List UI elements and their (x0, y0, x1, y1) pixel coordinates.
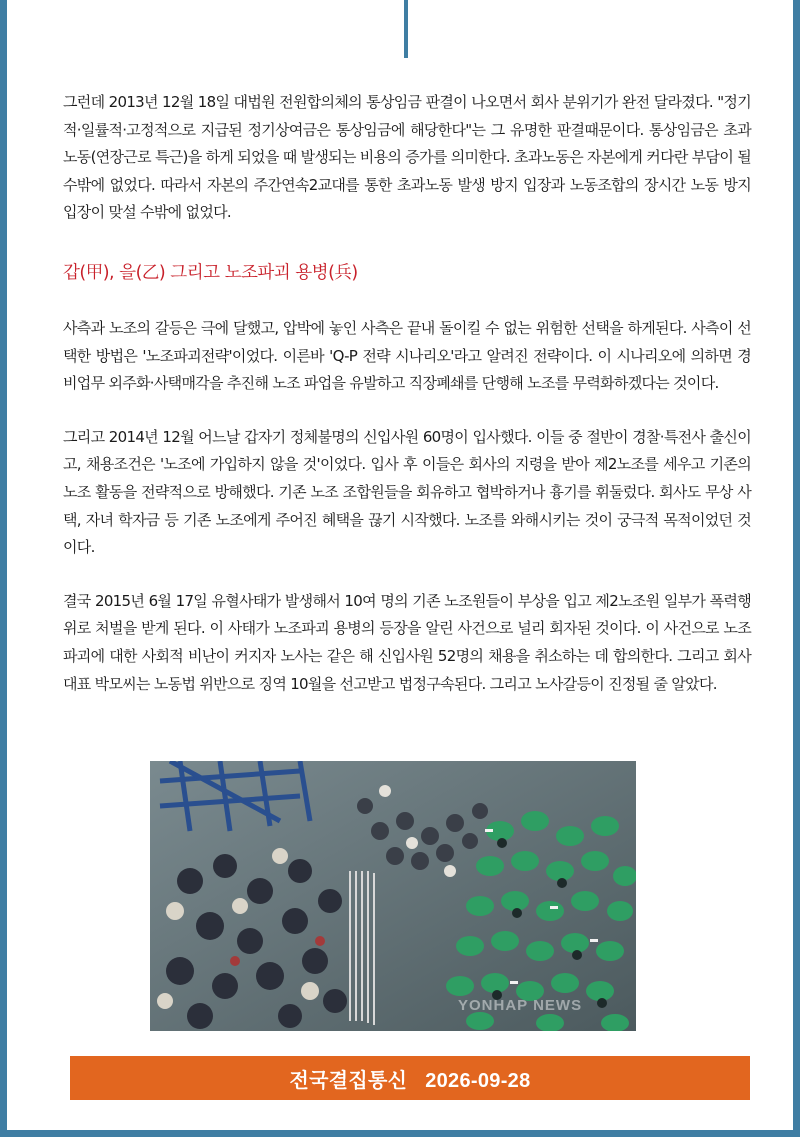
paragraph-new-hires: 그리고 2014년 12월 어느날 갑자기 정체불명의 신입사원 60명이 입사했다. 이들 중 절반이 경찰·특전사 출신이고, 채용조건은 '노조에 가입하지 않을 것'이었다. 입사 후 이들은 회사의 지령을 받아 제2노조를 세우고 기존의 노조 활동을 전략적으로 방해했다. 기존 노조 조합원들을 회유하고 협박하거나 흉기를 휘둘렀다. 회사도 무상 사택, 자녀 학자금 등 기존 노조에게 주어진 혜택을 끊기 시작했다. 노조를 와해시키는 것이 궁극적 목적이었던 것이다. (63, 427, 751, 557)
top-divider-line (404, 0, 408, 58)
publication-date: 2026-09-28 (425, 1069, 531, 1092)
article-body (63, 89, 751, 698)
publication-name: 전국결집통신 (289, 1069, 408, 1092)
paragraph-wage-ruling: 그런데 2013년 12월 18일 대법원 전원합의체의 통상임금 판결이 나오면서 회사 분위기가 완전 달라졌다. "정기적·일률적·고정적으로 지급된 정기상여금은 통상임금에 해당한다"는 그 유명한 판결때문이다. 통상임금은 초과노동(연장근로 특근)을 하게 되었을 때 발생되는 비용의 증가를 의미한다. 초과노동은 자본에게 커다란 부담이 될 수밖에 없었다. 따라서 자본의 주간연속2교대를 통한 초과노동 발생 방지 입장과 노동조합의 장시간 노동 방지 입장이 맞설 수밖에 없었다. (63, 93, 751, 222)
section-heading: 갑(甲), 을(乙) 그리고 노조파괴 용병(兵) (63, 262, 358, 283)
footer-text (289, 1064, 530, 1093)
news-photo (150, 761, 636, 1031)
footer-bar (70, 1056, 750, 1100)
paragraph-violent-incident: 결국 2015년 6월 17일 유혈사태가 발생해서 10여 명의 기존 노조원들이 부상을 입고 제2노조원 일부가 폭력행위로 처벌을 받게 된다. 이 사태가 노조파괴 용병의 등장을 알린 사건으로 널리 회자된 것이다. 이 사건으로 노조파괴에 대한 사회적 비난이 커지자 노사는 같은 해 신입사원 52명의 채용을 취소하는 데 합의한다. 그리고 회사 대표 박모씨는 노동법 위반으로 징역 10월을 선고받고 법정구속된다. 그리고 노사갈등이 진정될 줄 알았다. (63, 591, 751, 693)
paragraph-union-busting-strategy: 사측과 노조의 갈등은 극에 달했고, 압박에 놓인 사측은 끝내 돌이킬 수 없는 위험한 선택을 하게된다. 사측이 선택한 방법은 '노조파괴전략'이었다. 이른바 'Q-P 전략 시나리오'라고 알려진 전략이다. 이 시나리오에 의하면 경비업무 외주화·사택매각을 추진해 노조 파업을 유발하고 직장폐쇄를 단행해 노조를 무력화하겠다는 것이다. (63, 318, 751, 393)
photo-watermark: YONHAP NEWS (458, 997, 583, 1014)
